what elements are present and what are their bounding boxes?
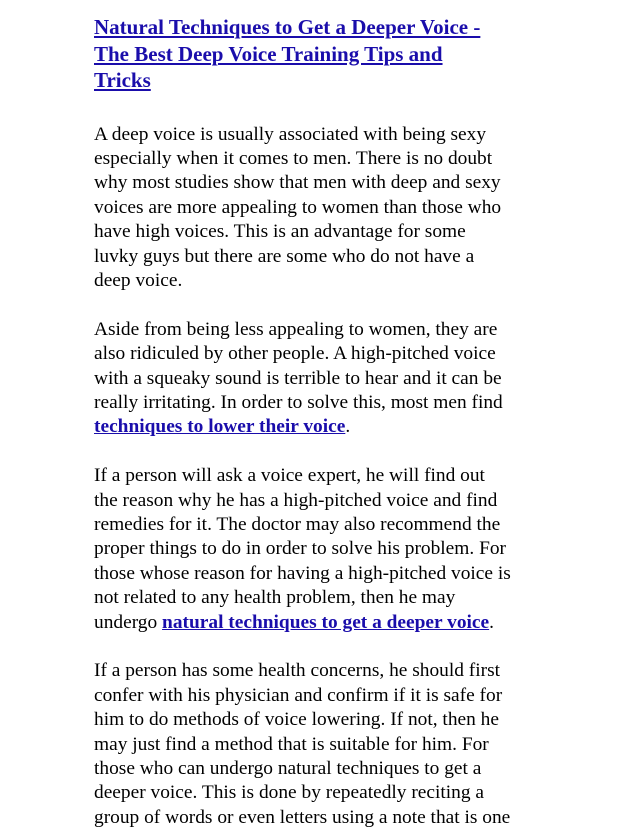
title-line[interactable]: Natural Techniques to Get a Deeper Voice - — [94, 15, 481, 39]
text-line: A deep voice is usually associated with being sexy — [94, 123, 487, 145]
text-line: luvky guys but there are some who do not have a — [94, 245, 475, 267]
text-line: Aside from being less appealing to women, they are — [94, 318, 498, 340]
title-line[interactable]: Tricks — [94, 68, 151, 92]
period: . — [489, 611, 494, 633]
text-line: group of words or even letters using a note that is one — [94, 806, 511, 828]
paragraph-voice-expert — [94, 464, 564, 635]
text-line: him to do methods of voice lowering. If not, then he — [94, 709, 499, 731]
text-line-with-link — [94, 415, 564, 439]
text-line: If a person will ask a voice expert, he will find out — [94, 465, 485, 487]
text-line: why most studies show that men with deep and sexy — [94, 172, 501, 194]
text-line: may just find a method that is suitable for him. For — [94, 733, 489, 755]
document-page — [94, 14, 564, 830]
paragraph-ridicule — [94, 318, 564, 440]
text-line: remedies for it. The doctor may also recommend the — [94, 513, 501, 535]
text-line: the reason why he has a high-pitched voice and find — [94, 489, 498, 511]
text-line: also ridiculed by other people. A high-pitched voice — [94, 343, 496, 365]
text-line: especially when it comes to men. There is no doubt — [94, 147, 493, 169]
text-line: proper things to do in order to solve his problem. For — [94, 538, 507, 560]
text-prefix: undergo — [94, 611, 163, 633]
text-line: not related to any health problem, then he may — [94, 587, 456, 609]
text-line: with a squeaky sound is terrible to hear and it can be — [94, 367, 502, 389]
title-line[interactable]: The Best Deep Voice Training Tips and — [94, 41, 443, 66]
text-line: deeper voice. This is done by repeatedly reciting a — [94, 782, 484, 804]
text-line-with-link — [94, 611, 564, 635]
text-line: those who can undergo natural techniques to get a — [94, 758, 482, 780]
lower-voice-techniques-link[interactable]: techniques to lower their voice — [94, 416, 346, 438]
article-title[interactable] — [94, 14, 564, 94]
period: . — [345, 416, 351, 438]
text-line: voices are more appealing to women than those who — [94, 196, 502, 218]
paragraph-health — [94, 659, 564, 830]
text-line: have high voices. This is an advantage for some — [94, 221, 466, 243]
text-line: confer with his physician and confirm if it is safe for — [94, 684, 503, 706]
text-line: If a person has some health concerns, he should first — [94, 660, 501, 682]
deeper-voice-techniques-link[interactable]: natural techniques to get a deeper voice — [162, 611, 490, 633]
text-line: those whose reason for having a high-pitched voice is — [94, 562, 511, 584]
text-line: deep voice. — [94, 269, 183, 291]
text-line: really irritating. In order to solve this, most men find — [94, 391, 503, 413]
paragraph-intro — [94, 123, 564, 294]
